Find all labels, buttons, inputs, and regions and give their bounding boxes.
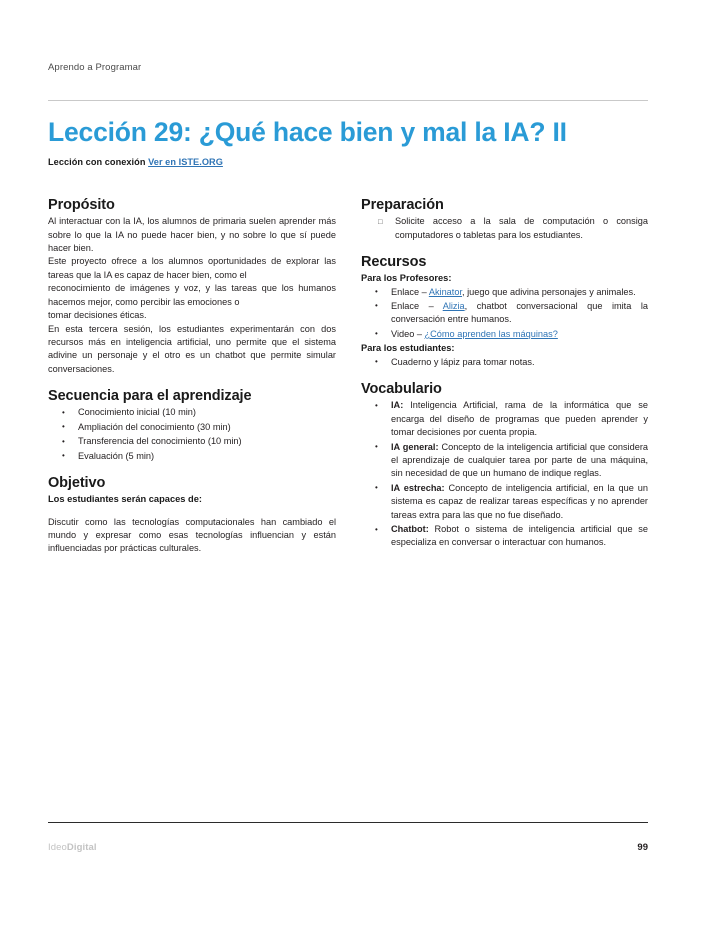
list-item: • Evaluación (5 min) xyxy=(48,450,336,463)
alizia-link[interactable]: Alizia xyxy=(442,300,465,311)
list-item: □ Solicite acceso a la sala de computación o consiga computadores o tabletas para los estudiantes. xyxy=(361,215,648,242)
proposito-paragraph-2: Este proyecto ofrece a los alumnos oportunidades de explorar las tareas que la IA es capaz de hacer bien, como el xyxy=(48,256,336,280)
running-header: Aprendo a Programar xyxy=(48,62,142,73)
vocab-definition: Robot o sistema de inteligencia artificial que se especializa en conversar o interactuar con humanos. xyxy=(391,524,648,548)
heading-recursos: Recursos xyxy=(361,253,427,270)
brand-light: Ideo xyxy=(48,842,67,853)
recursos-students-list xyxy=(361,356,648,369)
iste-link[interactable]: Ver en ISTE.ORG xyxy=(148,156,223,167)
brand-bold: Digital xyxy=(66,842,97,853)
content-columns xyxy=(48,196,648,556)
vocab-term: IA: xyxy=(391,400,404,411)
vocab-definition: Inteligencia Artificial, rama de la informática que se encarga del diseño de programas que pueden aprender y tomar decisiones por cuenta propia. xyxy=(391,400,648,438)
akinator-link[interactable]: Akinator xyxy=(428,286,463,297)
item-prefix: Video – xyxy=(391,328,425,339)
item-prefix: Enlace – xyxy=(391,286,429,297)
heading-proposito: Propósito xyxy=(48,197,115,213)
vocab-term: IA estrecha: xyxy=(391,482,445,493)
heading-objetivo: Objetivo xyxy=(48,475,106,491)
list-item xyxy=(361,328,648,341)
list-item xyxy=(361,482,648,522)
preparacion-list xyxy=(361,215,648,242)
list-item: • Transferencia del conocimiento (10 min) xyxy=(48,435,336,448)
secuencia-list xyxy=(48,406,336,463)
list-item xyxy=(361,300,648,327)
page-title: Lección 29: ¿Qué hace bien y mal la IA? II xyxy=(48,117,567,147)
proposito-paragraph-1: Al interactuar con la IA, los alumnos de primaria suelen aprender más sobre lo que la IA no puede hacer bien, y no sobre lo que sí puede hacer bien. xyxy=(48,216,336,253)
proposito-paragraph-5: En esta tercera sesión, los estudiantes experimentarán con dos recursos más en inteligencia artificial, uno permite que el sistema adivine un personaje y el otro es un chatbot que permite simular conversaciones. xyxy=(48,323,336,374)
objetivo-subheading: Los estudiantes serán capaces de: xyxy=(48,494,202,505)
item-prefix: Enlace – xyxy=(391,300,443,311)
list-item xyxy=(361,523,648,550)
heading-secuencia: Secuencia para el aprendizaje xyxy=(48,388,252,405)
vocab-term: IA general: xyxy=(391,441,439,452)
list-item: • Cuaderno y lápiz para tomar notas. xyxy=(361,356,648,369)
proposito-paragraph-3: reconocimiento de imágenes y voz, y las tareas que los humanos hacemos mejor, como percibir las emociones o xyxy=(48,283,336,307)
list-item: • Conocimiento inicial (10 min) xyxy=(48,406,336,419)
item-suffix: , juego que adivina personajes y animales. xyxy=(462,286,636,297)
list-item xyxy=(361,286,648,299)
left-column xyxy=(48,196,336,556)
list-item xyxy=(361,399,648,439)
header-divider xyxy=(48,100,648,101)
proposito-paragraph-4: tomar decisiones éticas. xyxy=(48,310,147,321)
page-footer xyxy=(48,842,648,853)
brand-logo xyxy=(48,842,97,853)
subtitle-label: Lección con conexión xyxy=(48,156,146,167)
vocab-definition: Concepto de la inteligencia artificial que considera el aprendizaje de cualquier tarea por parte de una máquina, sin necesidad de que un humano de indique reglas. xyxy=(391,441,648,479)
list-item xyxy=(361,441,648,481)
heading-vocabulario: Vocabulario xyxy=(361,381,442,398)
item-suffix: , chatbot conversacional que imita la conversación entre humanos. xyxy=(391,300,648,325)
list-item: • Ampliación del conocimiento (30 min) xyxy=(48,421,336,434)
footer-divider xyxy=(48,822,648,823)
vocabulario-list xyxy=(361,399,648,550)
recursos-students-label: Para los estudiantes: xyxy=(361,343,455,354)
vocab-term: Chatbot: xyxy=(391,524,429,535)
recursos-teachers-label: Para los Profesores: xyxy=(361,273,452,284)
page-number: 99 xyxy=(637,842,648,853)
heading-preparacion: Preparación xyxy=(361,197,444,213)
title-block xyxy=(48,118,658,167)
video-link[interactable]: ¿Cómo aprenden las máquinas? xyxy=(424,328,558,339)
objetivo-text: Discutir como las tecnologías computacionales han cambiado el mundo y expresar como esas tecnologías influencian y están influenciadas por prácticas culturales. xyxy=(48,516,336,554)
vocab-definition: Concepto de inteligencia artificial, en la que un sistema es capaz de realizar tareas específicas y no aprender tareas extra para las que no fue diseñado. xyxy=(391,482,648,520)
subtitle xyxy=(48,157,658,167)
right-column xyxy=(361,196,648,551)
recursos-teachers-list xyxy=(361,286,648,342)
